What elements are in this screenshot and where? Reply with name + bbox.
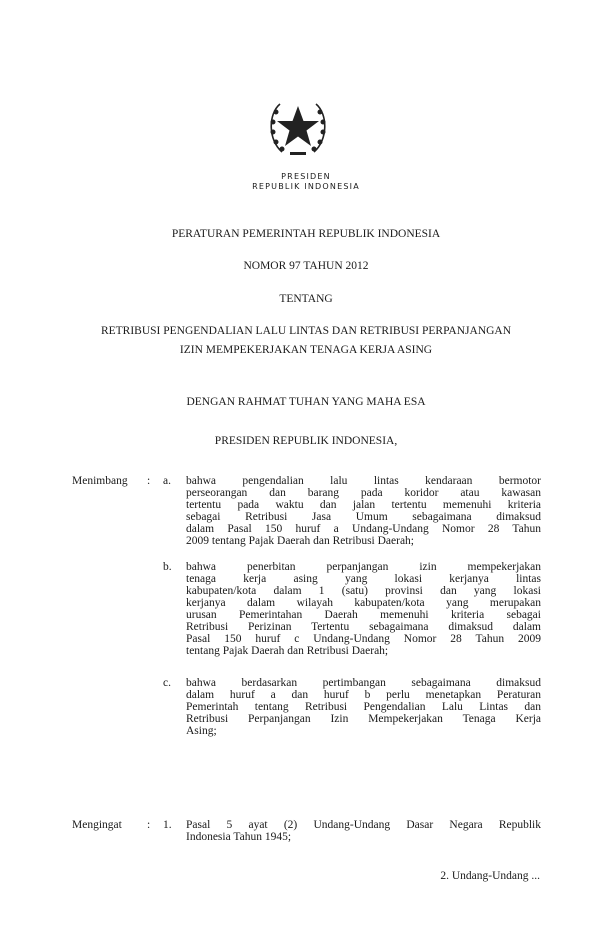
item-text-line: 2009 tentang Pajak Daerah dan Retribusi Daerah; [186,535,415,547]
item-text-line: perseorangan dan barang pada koridor atau kawasan [186,487,541,499]
regulation-about: TENTANG [279,293,333,305]
item-text-line: dalam Pasal 150 huruf a Undang-Undang Nomor 28 Tahun [186,523,541,535]
item-text-line: dalam huruf a dan huruf b perlu menetapkan Peraturan [186,689,541,701]
menimbang-label: Menimbang [72,475,128,487]
enacting-authority: PRESIDEN REPUBLIK INDONESIA, [214,435,398,447]
item-marker: b. [163,561,172,573]
menimbang-colon: : [147,475,151,487]
mengingat-label: Mengingat [72,819,122,831]
regulation-number: NOMOR 97 TAHUN 2012 [243,260,369,272]
grace-formula: DENGAN RAHMAT TUHAN YANG MAHA ESA [186,396,426,408]
item-marker: a. [163,475,171,487]
item-marker: c. [163,677,171,689]
item-text-line: Pasal 150 huruf c Undang-Undang Nomor 28 Tahun 2009 [186,633,541,645]
item-text-line: sebagai Retribusi Jasa Umum sebagaimana dimaksud [186,511,541,523]
item-text-line: tentang Pajak Daerah dan Retribusi Daerah; [186,645,389,657]
item-text-line: bahwa pengendalian lalu lintas kendaraan bermotor [186,475,541,487]
emblem-caption-republik: REPUBLIK INDONESIA [252,182,360,191]
item-text-line: bahwa penerbitan perpanjangan izin mempekerjakan [186,561,541,573]
item-text-line: kerjanya dalam wilayah kabupaten/kota yang merupakan [186,597,541,609]
mengingat-colon: : [147,819,151,831]
emblem-caption-presiden: PRESIDEN [281,172,331,181]
item-text-line: Retribusi Perpanjangan Izin Mempekerjakan Tenaga Kerja [186,713,541,725]
item-text-line: bahwa berdasarkan pertimbangan sebagaimana dimaksud [186,677,541,689]
item-text-line: urusan Pemerintahan Daerah memenuhi kriteria sebagai [186,609,541,621]
regulation-subject-line1: RETRIBUSI PENGENDALIAN LALU LINTAS DAN RETRIBUSI PERPANJANGAN [100,325,512,337]
item-text-line: Retribusi Perizinan Tertentu sebagaimana dimaksud dalam [186,621,541,633]
item-text-line: Pemerintah tentang Retribusi Pengendalian Lalu Lintas dan [186,701,541,713]
page-continuation: 2. Undang-Undang ... [440,870,540,882]
garuda-star-emblem [262,92,334,164]
item-text-line: kabupaten/kota dalam 1 (satu) provinsi dan yang lokasi [186,585,541,597]
item-text-line: Indonesia Tahun 1945; [186,831,292,843]
item-text-line: Asing; [186,725,217,737]
item-marker: 1. [163,819,172,831]
item-text-line: tertentu pada waktu dan jalan tertentu memenuhi kriteria [186,499,541,511]
item-text-line: Pasal 5 ayat (2) Undang-Undang Dasar Negara Republik [186,819,541,831]
regulation-subject-line2: IZIN MEMPEKERJAKAN TENAGA KERJA ASING [179,344,433,356]
regulation-title: PERATURAN PEMERINTAH REPUBLIK INDONESIA [171,228,441,240]
item-text-line: tenaga kerja asing yang lokasi kerjanya lintas [186,573,541,585]
